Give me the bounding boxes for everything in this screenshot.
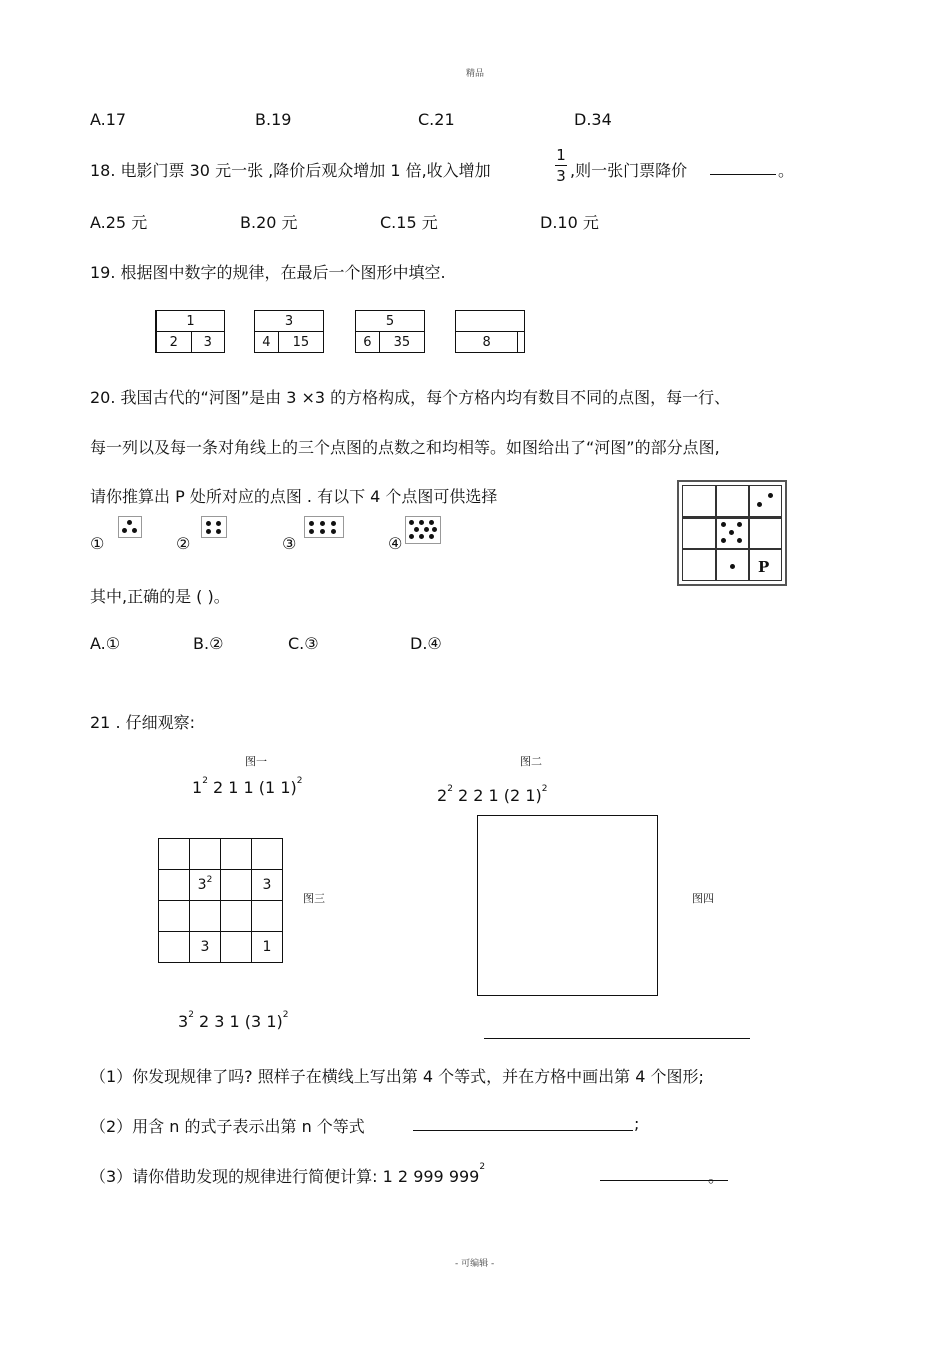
box-bottom-right: 3 bbox=[191, 332, 224, 353]
q18-text-post: ,则一张门票降价 bbox=[570, 161, 688, 180]
dot-choice-1-image bbox=[118, 516, 142, 538]
q20-answer-line: 其中,正确的是 ( )。 bbox=[90, 587, 230, 606]
q18-end: 。 bbox=[778, 161, 795, 180]
box-bottom-left: 6 bbox=[356, 332, 380, 353]
q20-option-b: B.② bbox=[193, 634, 224, 653]
q20-line1: 20. 我国古代的“河图”是由 3 ×3 的方格构成，每个方格内均有数目不同的点图，每一行、 bbox=[90, 388, 731, 407]
grid-cell-r4c2: 3 bbox=[190, 932, 221, 963]
q19-text: 19. 根据图中数字的规律，在最后一个图形中填空. bbox=[90, 263, 446, 282]
q20-choice-mark-3: ③ bbox=[282, 534, 297, 553]
q20-option-a: A.① bbox=[90, 634, 121, 653]
q17-option-b: B.19 bbox=[255, 110, 292, 129]
dot-choice-3-image bbox=[304, 516, 344, 538]
box-bottom-left: 8 bbox=[456, 332, 518, 353]
q21-sub3-end: 。 bbox=[708, 1167, 725, 1186]
q20-line3: 请你推算出 P 处所对应的点图 . 有以下 4 个点图可供选择 bbox=[90, 487, 498, 506]
q20-choice-mark-1: ① bbox=[90, 534, 105, 553]
q18-text: 18. 电影门票 30 元一张 ,降价后观众增加 1 倍,收入增加 bbox=[90, 161, 491, 180]
dot-choice-4-image bbox=[405, 516, 441, 544]
box-top: 5 bbox=[356, 311, 425, 332]
box-bottom-right-blank[interactable] bbox=[518, 332, 525, 353]
q17-option-c: C.21 bbox=[418, 110, 455, 129]
q18-option-b: B.20 元 bbox=[240, 213, 298, 232]
box-top: 3 bbox=[255, 311, 324, 332]
dot-choice-2-image bbox=[201, 516, 227, 538]
grid-cell-r4c4: 1 bbox=[252, 932, 283, 963]
q19-box-1 bbox=[155, 310, 225, 353]
fig3-label: 图三 bbox=[303, 892, 325, 905]
box-top: 1 bbox=[156, 311, 225, 332]
q19-box-3 bbox=[355, 310, 425, 353]
q20-choice-mark-2: ② bbox=[176, 534, 191, 553]
page-header: 精品 bbox=[466, 69, 485, 79]
q20-choice-mark-4: ④ bbox=[388, 534, 403, 553]
grid-cell-r2c2: $3^2$ bbox=[190, 870, 221, 901]
q21-sub3: （3）请你借助发现的规律进行简便计算: 1 2 999 $999^2$ bbox=[90, 1162, 486, 1186]
hetu-p-label: P bbox=[758, 558, 770, 576]
q17-option-d: D.34 bbox=[574, 110, 612, 129]
q20-option-d: D.④ bbox=[410, 634, 442, 653]
q18-frac-den: 3 bbox=[556, 167, 566, 185]
box-bottom-left: 4 bbox=[255, 332, 279, 353]
box-bottom-right: 15 bbox=[278, 332, 323, 353]
q18-answer-blank[interactable] bbox=[710, 160, 776, 179]
q20-option-c: C.③ bbox=[288, 634, 319, 653]
q21-sub2-blank[interactable] bbox=[413, 1116, 633, 1135]
q18-option-c: C.15 元 bbox=[380, 213, 438, 232]
q18-frac-num: 1 bbox=[556, 146, 566, 164]
fig4-equation-blank[interactable] bbox=[484, 1038, 750, 1039]
q21-sub2: （2）用含 n 的式子表示出第 n 个等式 bbox=[90, 1117, 365, 1136]
box-bottom-right: 35 bbox=[379, 332, 424, 353]
q21-sub1: （1）你发现规律了吗? 照样子在横线上写出第 4 个等式，并在方格中画出第 4 个图形; bbox=[90, 1067, 704, 1086]
eq3: $3^2$ 2 3 1 (3 1)$^2$ bbox=[178, 1010, 289, 1031]
q18-option-d: D.10 元 bbox=[540, 213, 599, 232]
eq2: $2^2$ 2 2 1 (2 1)$^2$ bbox=[437, 784, 548, 805]
q21-title: 21 . 仔细观察: bbox=[90, 713, 196, 732]
hetu-grid bbox=[677, 480, 787, 586]
fig3-grid bbox=[158, 838, 283, 963]
q19-box-4[interactable] bbox=[455, 310, 525, 353]
q18-option-a: A.25 元 bbox=[90, 213, 148, 232]
fig1-label: 图一 bbox=[245, 755, 267, 768]
grid-cell-r2c4: 3 bbox=[252, 870, 283, 901]
box-top-blank[interactable] bbox=[456, 311, 525, 332]
q20-line2: 每一列以及每一条对角线上的三个点图的点数之和均相等。如图给出了“河图”的部分点图, bbox=[90, 438, 720, 457]
fig4-drawing-square[interactable] bbox=[477, 815, 658, 996]
fig2-label: 图二 bbox=[520, 755, 542, 768]
fig4-label: 图四 bbox=[692, 892, 714, 905]
q17-option-a: A.17 bbox=[90, 110, 127, 129]
box-bottom-left: 2 bbox=[156, 332, 191, 353]
q21-sub2-end: ; bbox=[634, 1114, 640, 1133]
q18-fraction bbox=[555, 146, 567, 185]
page-footer: - 可编辑 - bbox=[455, 1259, 495, 1269]
eq1: $1^2$ 2 1 1 (1 1)$^2$ bbox=[192, 776, 303, 797]
q19-box-2 bbox=[254, 310, 324, 353]
